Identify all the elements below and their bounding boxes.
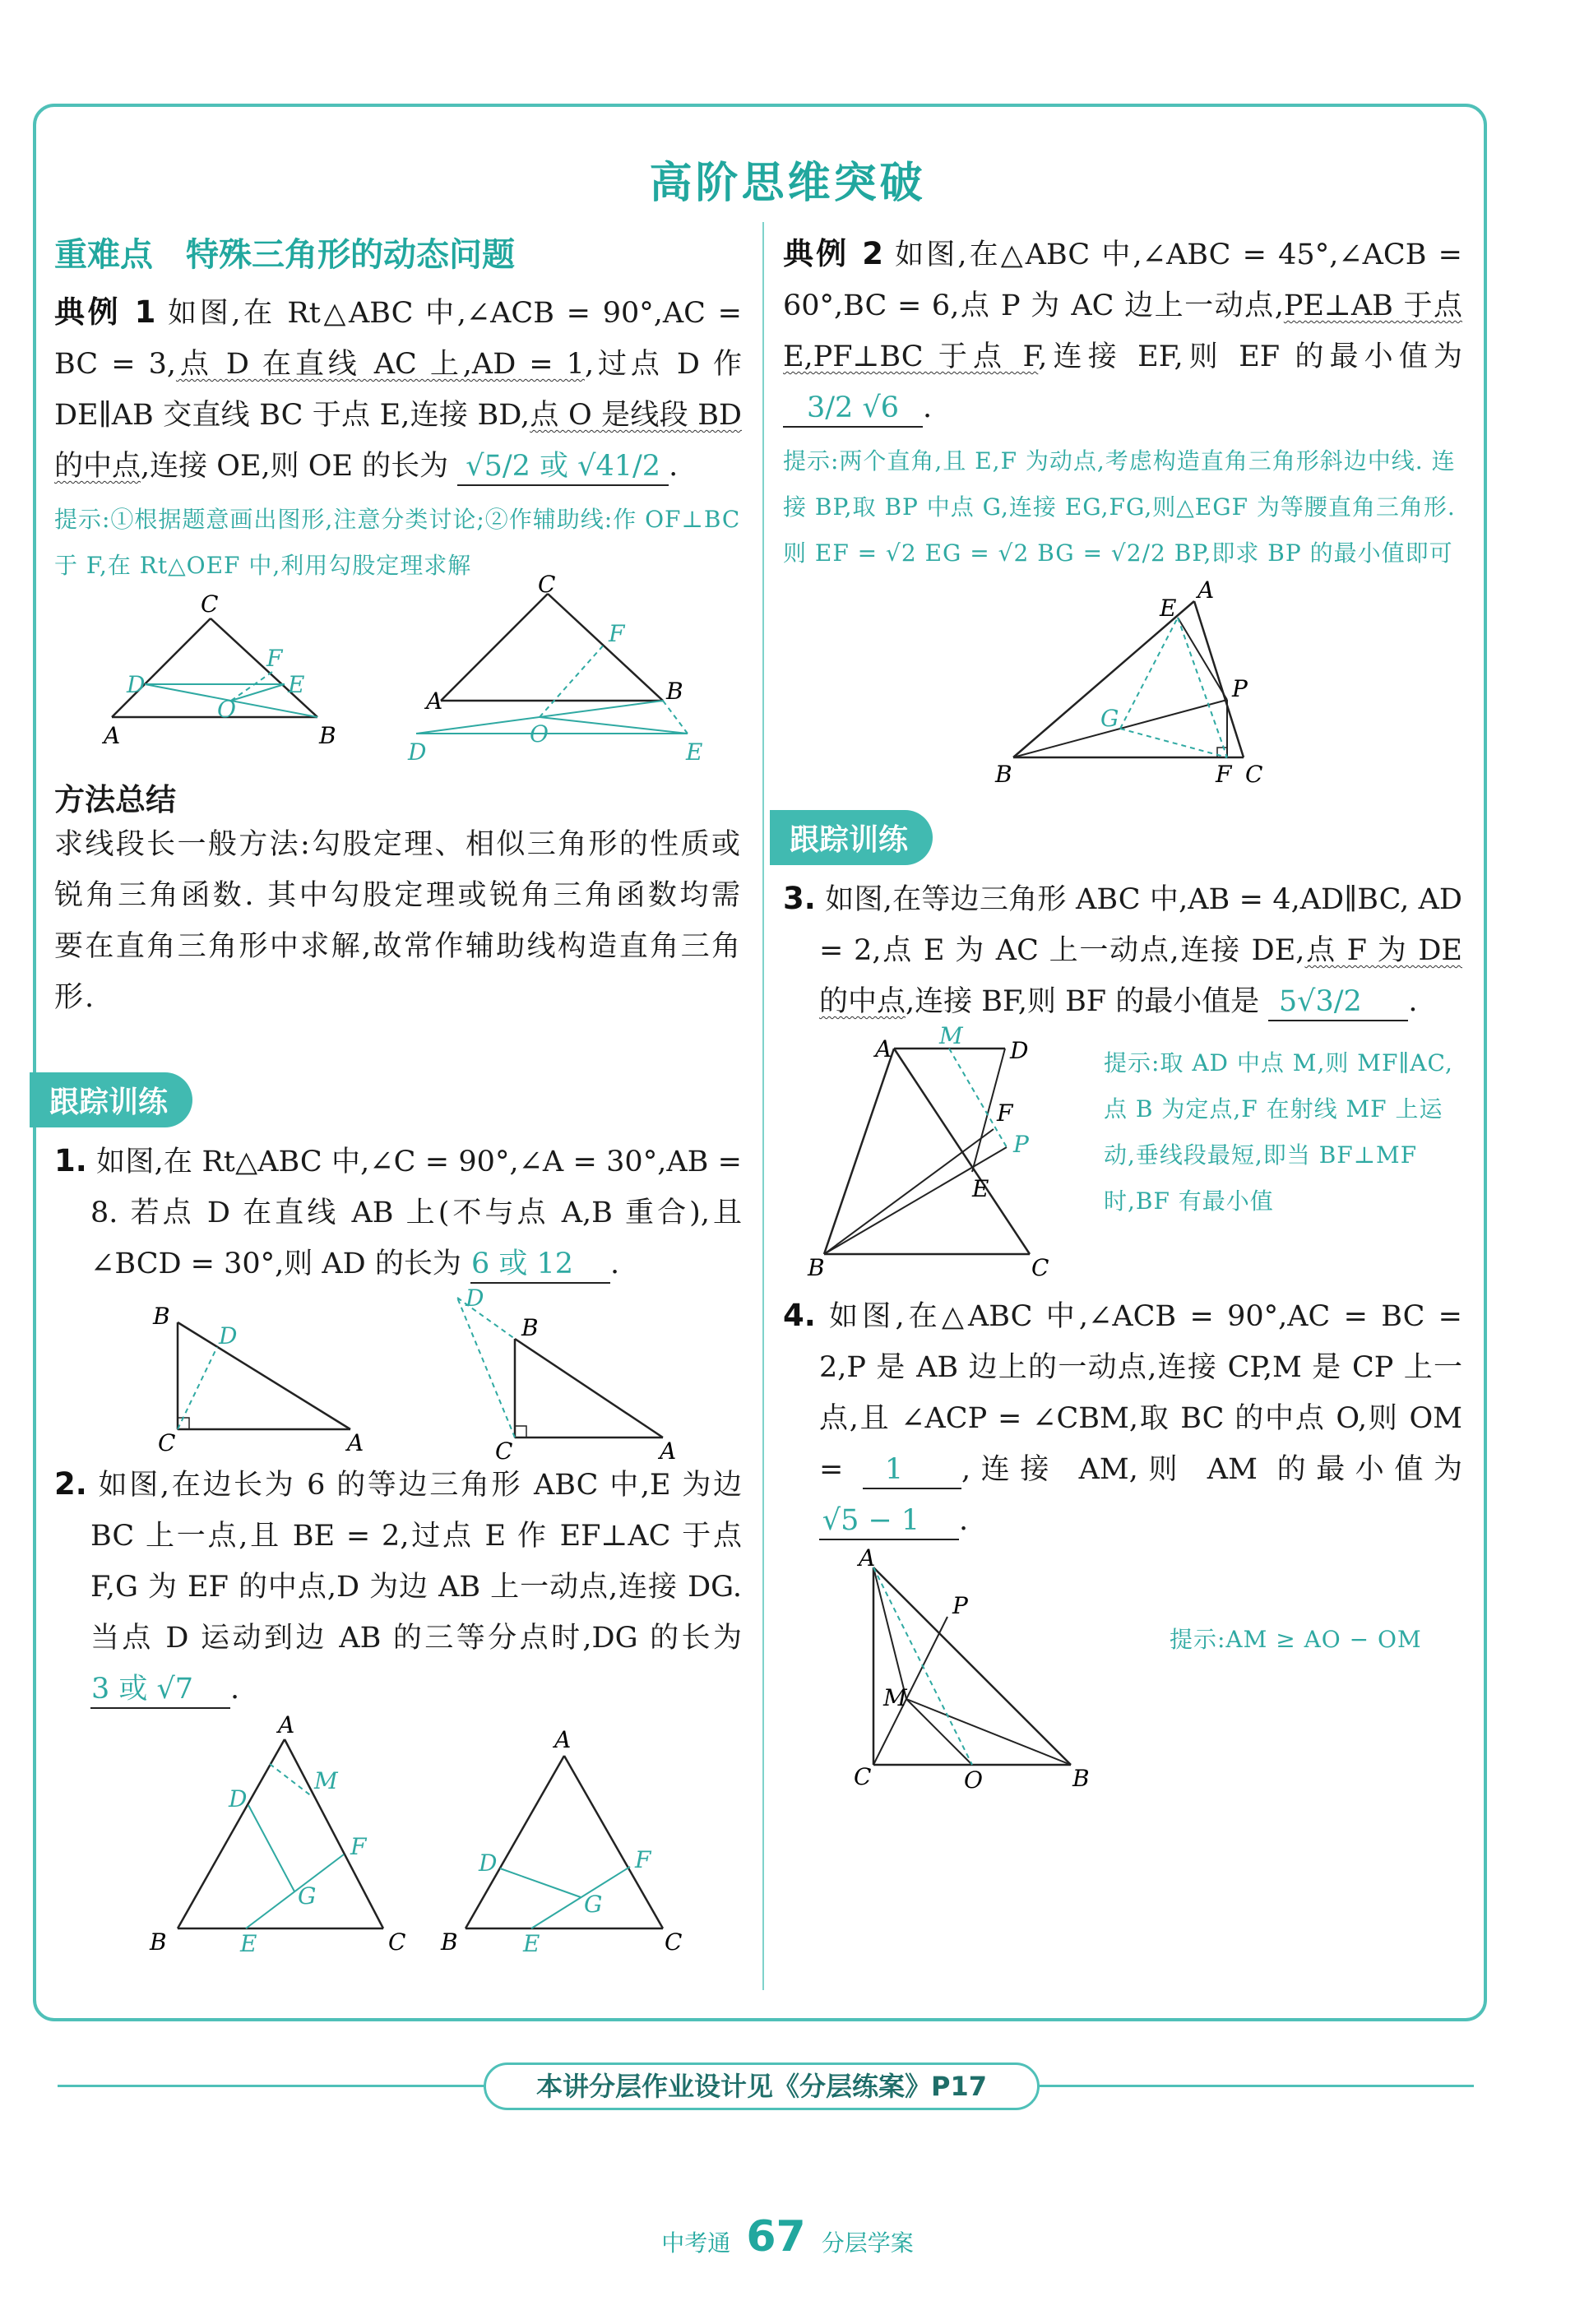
example1-text: 典例 1 如图,在 Rt△ABC 中,∠ACB = 90°,AC = BC = 3,点 D 在直线 AC 上,AD = 1,过点 D 作 DE∥AB 交直线 BC 于点 E,连接 BD,点 O 是线段 BD 的中点,连接 OE,则 OE 的长为 √5/2 或 √41/2 . [54,287,742,492]
topic-heading: 重难点 特殊三角形的动态问题 [54,236,515,274]
example2-text: 典例 2 如图,在△ABC 中,∠ABC = 45°,∠ACB = 60°,BC = 6,点 P 为 AC 边上一动点,PE⊥AB 于点 E,PF⊥BC 于点 F,连接 EF,则 EF 的最小值为 3/2 √6 . [783,229,1462,433]
q1l-label-C: C [158,1429,176,1456]
q4-figure [824,1544,1170,1794]
ex1r-label-D: D [408,738,427,766]
footer-link[interactable]: 本讲分层作业设计见《分层练案》P17 [484,2062,1040,2110]
q1-answer: 6 或 12 [470,1246,610,1284]
ex2-label-B: B [995,761,1012,788]
left-column [49,229,742,1957]
column-divider [762,222,764,1990]
ex2-label-F: F [1216,761,1232,788]
q1-left-figure [152,1303,364,1456]
ex1l-label-B: B [319,722,336,749]
practice-tag-right: 跟踪训练 [770,810,933,865]
footer-line-left [58,2085,485,2087]
q1r-label-D: D [466,1285,484,1312]
q3-label-A: A [875,1035,892,1062]
page-footer [0,2212,1575,2262]
example2-figure [783,576,1462,790]
example2-answer: 3/2 √6 [783,390,923,428]
q3-figure [808,1022,1153,1281]
q3-label-F: F [997,1100,1013,1127]
section-title: 高阶思维突破 [649,159,926,208]
q2-left-figure [149,1711,405,1957]
footer-left-text: 中考通 [661,2229,731,2257]
q3-label-B: B [808,1254,825,1281]
q1l-label-B: B [153,1303,170,1330]
ex2-label-P: P [1232,675,1248,702]
q3-label-E: E [972,1175,989,1202]
q2r-label-E: E [523,1930,540,1957]
ex1r-label-A: A [426,687,443,715]
q3-label-P: P [1013,1131,1029,1158]
q1r-label-B: B [521,1314,539,1341]
q3-text: 3. 如图,在等边三角形 ABC 中,AB = 4,AD∥BC, AD = 2,点 E 为 AC 上一动点,连接 DE,点 F 为 DE 的中点,连接 BF,则 BF 的最小值是 5√3/2 . [783,873,1462,1027]
q1-text: 1. 如图,在 Rt△ABC 中,∠C = 90°,∠A = 30°,AB = 8. 若点 D 在直线 AB 上(不与点 A,B 重合),且 ∠BCD = 30°,则 AD 的长为 6 或 12 . [54,1136,742,1289]
ex1r-label-O: O [530,720,549,748]
q1l-label-A: A [347,1429,364,1456]
q4-text: 4. 如图,在△ABC 中,∠ACB = 90°,AC = BC = 2,P 是 AB 边上的一动点,连接 CP,M 是 CP 上一点,且 ∠ACP = ∠CBM,取 BC 的中点 O,则 OM = 1 ,连接 AM,则 AM 的最小值为 √5 − 1 . [783,1290,1462,1546]
q1r-label-C: C [495,1437,513,1465]
example1-label: 典例 1 [54,294,156,330]
q4-label-O: O [964,1766,983,1794]
ex1l-label-C: C [201,590,219,618]
q2r-label-F: F [635,1846,651,1873]
q4-label-P: P [952,1592,968,1619]
q4-answer-b: √5 − 1 [819,1502,959,1540]
practice-tag-left: 跟踪训练 [30,1072,192,1127]
q1-right-figure [457,1285,676,1465]
q2l-label-E: E [240,1930,257,1957]
q2-answer: 3 或 √7 [90,1671,230,1709]
example1-hint: 提示:①根据题意画出图形,注意分类讨论;②作辅助线:作 OF⊥BC 于 F,在 Rt△OEF 中,利用勾股定理求解 [54,506,741,579]
q4-hint: 提示:AM ≥ AO − OM [1170,1626,1422,1653]
q2l-label-D: D [229,1785,248,1812]
q2-right-figure [440,1726,682,1957]
q3-hint: 提示:取 AD 中点 M,则 MF∥AC,点 B 为定点,F 在射线 MF 上运动,垂线段最短,即当 BF⊥MF 时,BF 有最小值 [1104,1049,1453,1215]
q2l-label-M: M [314,1767,338,1794]
method-title: 方法总结 [54,782,176,817]
ex1-left-figure [101,590,336,749]
q3-answer: 5√3/2 [1268,984,1408,1021]
q4-figure-block [783,1544,1462,1794]
ex1l-label-O: O [217,696,236,723]
q4-label-M: M [883,1684,907,1711]
q3-label-D: D [1010,1037,1029,1064]
q2r-label-G: G [584,1891,603,1918]
ex1r-label-E: E [686,738,703,766]
ex1r-label-B: B [666,678,683,705]
ex1-right-figure [407,571,702,766]
example2-label: 典例 2 [783,236,883,271]
q4-answer-a: 1 [863,1451,961,1489]
q2l-label-F: F [350,1833,367,1860]
q2-text: 2. 如图,在边长为 6 的等边三角形 ABC 中,E 为边 BC 上一点,且 BE = 2,过点 E 作 EF⊥AC 于点 F,G 为 EF 的中点,D 为边 AB 上一动点,连接 DG. 当点 D 运动到边 AB 的三等分点时,DG 的长为 3 或 √7 . [54,1459,742,1715]
q2l-label-G: G [298,1882,317,1910]
example1-answer: √5/2 或 √41/2 [457,448,669,486]
method-text: 求线段长一般方法:勾股定理、相似三角形的性质或锐角三角函数. 其中勾股定理或锐角三角函数均需要在直角三角形中求解,故常作辅助线构造直角三角形. [54,828,742,1014]
ex2-label-E: E [1160,595,1177,622]
q3-figure-block [783,1022,1462,1281]
q1-figures [54,1285,742,1465]
q4-label-A: A [859,1544,876,1572]
ex1l-label-D: D [127,671,146,698]
q1r-label-A: A [660,1437,677,1465]
footer-right-text: 分层学案 [821,2229,914,2257]
page-number: 67 [746,2212,806,2262]
ex1l-label-F: F [266,645,283,672]
ex1r-label-F: F [609,620,625,647]
ex1l-label-A: A [104,722,121,749]
ex2-label-A: A [1197,576,1215,604]
q2r-label-D: D [479,1849,498,1877]
q2r-label-C: C [665,1928,683,1956]
q2-figures [54,1711,742,1957]
q2l-label-B: B [150,1928,167,1956]
q2r-label-A: A [554,1726,572,1753]
ex1l-label-E: E [288,671,305,698]
q4-label-B: B [1072,1765,1090,1792]
q2r-label-B: B [441,1928,458,1956]
q3-label-C: C [1031,1254,1049,1281]
q3-label-M: M [939,1022,963,1049]
right-column [783,229,1463,1794]
ex1r-label-C: C [538,571,556,598]
q4-label-C: C [854,1763,872,1790]
example2-hint: 提示:两个直角,且 E,F 为动点,考虑构造直角三角形斜边中线. 连接 BP,取 BP 中点 G,连接 EG,FG,则△EGF 为等腰直角三角形. 则 EF = √2 EG = √2 BG = √2/2 BP,即求 BP 的最小值即可 [783,447,1456,567]
q1l-label-D: D [219,1322,238,1349]
footer-line-right [1038,2085,1474,2087]
ex2-label-C: C [1245,761,1263,788]
q2l-label-C: C [388,1928,406,1956]
ex2-label-G: G [1100,705,1119,732]
example1-figures [54,571,742,766]
q2l-label-A: A [278,1711,295,1738]
